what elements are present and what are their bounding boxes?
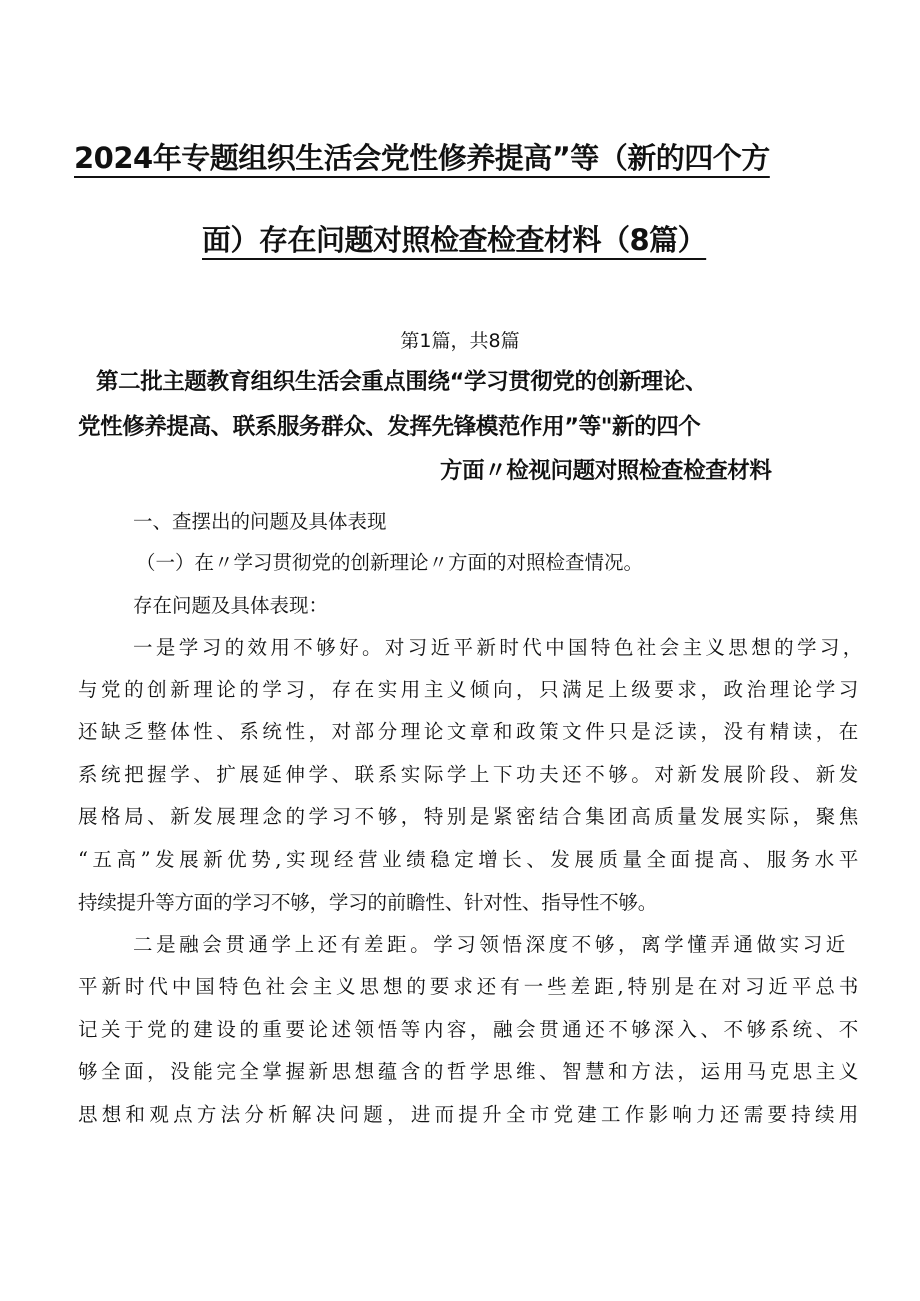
- body-line: 系统把握学、扩展延伸学、联系实际学上下功夫还不够。对新发展阶段、新发: [78, 763, 858, 786]
- body-line: “五高”发展新优势,实现经营业绩稳定增长、发展质量全面提高、服务水平: [78, 848, 858, 871]
- body-line: 思想和观点方法分析解决问题，进而提升全市党建工作影响力还需要持续用: [78, 1103, 858, 1126]
- body-line: 记关于党的建设的重要论述领悟等内容，融会贯通还不够深入、不够系统、不: [78, 1018, 858, 1041]
- subtitle-line-2: 党性修养提高、联系服务群众、发挥先锋模范作用”等"新的四个: [78, 414, 701, 440]
- subsection-heading: （一）在〃学习贯彻党的创新理论〃方面的对照检查情况。: [136, 551, 644, 574]
- section-heading: 一、查摆出的问题及具体表现: [133, 510, 387, 533]
- document-title-line-2: 面）存在问题对照检查检查材料（8篇）: [202, 223, 707, 257]
- body-line: 与党的创新理论的学习，存在实用主义倾向，只满足上级要求，政治理论学习: [78, 678, 858, 701]
- body-line: 展格局、新发展理念的学习不够，特别是紧密结合集团高质量发展实际，聚焦: [78, 805, 858, 828]
- body-line: 还缺乏整体性、系统性，对部分理论文章和政策文件只是泛读，没有精读，在: [78, 720, 858, 743]
- body-line: 够全面，没能完全掌握新思想蕴含的哲学思维、智慧和方法，运用马克思主义: [78, 1060, 858, 1083]
- document-title-line-1: 2024年专题组织生活会党性修养提高”等（新的四个方: [74, 141, 770, 175]
- body-line: 平新时代中国特色社会主义思想的要求还有一些差距,特别是在对习近平总书: [78, 975, 858, 998]
- body-line: 持续提升等方面的学习不够，学习的前瞻性、针对性、指导性不够。: [78, 891, 658, 914]
- subtitle-line-1: 第二批主题教育组织生活会重点围绕“学习贯彻党的创新理论、: [96, 369, 708, 395]
- subtitle-line-3: 方面〃检视问题对照检查检查材料: [440, 458, 772, 484]
- body-line: 二是融会贯通学上还有差距。学习领悟深度不够，离学懂弄通做实习近: [133, 933, 845, 956]
- body-line: 一是学习的效用不够好。对习近平新时代中国特色社会主义思想的学习，: [133, 636, 862, 659]
- page-info: 第1篇，共8篇: [400, 330, 520, 352]
- paragraph-label: 存在问题及具体表现：: [133, 594, 329, 617]
